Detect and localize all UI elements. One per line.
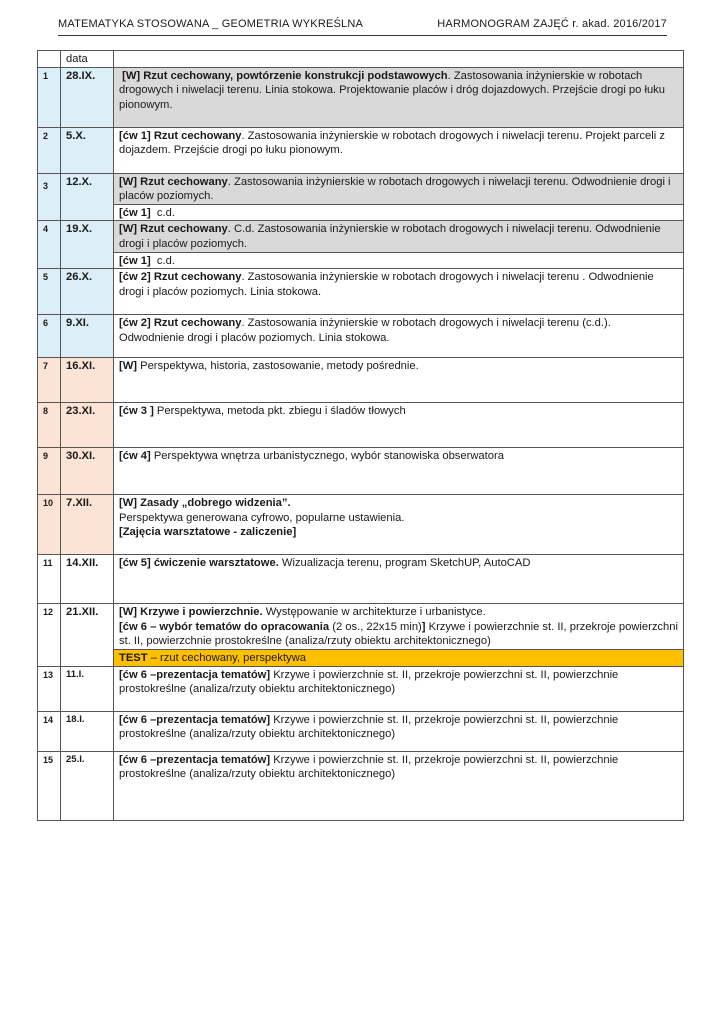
row-topic: [ćw 4] (119, 450, 151, 463)
table-subrow (38, 252, 684, 269)
row-number: 11 (38, 555, 61, 604)
header-num (38, 51, 61, 68)
row-number: 5 (38, 269, 61, 315)
table-row (38, 221, 684, 252)
row-assignment-close: ] (421, 620, 426, 633)
row-subdescription: c.d. (150, 254, 175, 267)
row-description: Perspektywa, historia, zastosowanie, metody pośrednie. (137, 360, 419, 373)
row-number: 1 (38, 67, 61, 127)
row-topic: [W] (119, 360, 138, 373)
course-title: MATEMATYKA STOSOWANA _ GEOMETRIA WYKREŚLNA (58, 18, 364, 30)
page-header (58, 14, 667, 36)
row-topic: [ćw 3 ] (119, 405, 154, 418)
schedule-title: HARMONOGRAM ZAJĘĆ r. akad. 2016/2017 (437, 18, 667, 30)
row-number: 3 (38, 173, 61, 221)
row-subcontent (114, 252, 684, 269)
row-content (114, 269, 684, 315)
table-row (38, 711, 684, 751)
table-row (38, 555, 684, 604)
table-subrow (38, 650, 684, 667)
row-topic: [ćw 2] Rzut cechowany (119, 317, 242, 330)
row-content (114, 173, 684, 204)
row-subtopic: [ćw 1] (119, 254, 151, 267)
row-content (114, 666, 684, 711)
row-assignment: [ćw 6 – wybór tematów do opracowania (119, 620, 330, 633)
row-description: Perspektywa generowana cyfrowo, popularne ustawienia. (119, 511, 405, 524)
row-content (114, 127, 684, 173)
row-description: Wizualizacja terenu, program SketchUP, AutoCAD (278, 557, 531, 570)
row-number: 6 (38, 315, 61, 358)
row-number: 7 (38, 358, 61, 403)
table-row (38, 448, 684, 495)
row-description: Perspektywa, metoda pkt. zbiegu i śladów tłowych (153, 405, 406, 418)
row-subtopic: [ćw 1] (119, 206, 151, 219)
row-topic: [ćw 1] Rzut cechowany (119, 129, 242, 142)
row-number: 13 (38, 666, 61, 711)
row-content (114, 495, 684, 555)
header-date: data (61, 51, 114, 68)
row-date: 12.X. (61, 173, 114, 221)
row-topic: [ćw 6 –prezentacja tematów] (119, 753, 271, 766)
table-row (38, 666, 684, 711)
row-assignment-note: (2 os., 22x15 min) (329, 620, 422, 633)
row-topic: [ćw 6 –prezentacja tematów] (119, 668, 271, 681)
row-number: 4 (38, 221, 61, 269)
test-description: – rzut cechowany, perspektywa (147, 652, 306, 665)
row-content (114, 751, 684, 820)
row-number: 15 (38, 751, 61, 820)
row-date: 18.I. (61, 711, 114, 751)
row-description: Krzywe i powierzchnie st. II, przekroje powierzchni st. II, powierzchnie prostokreślne (analiza/rzuty obiektu architektonicznego) (119, 668, 619, 696)
row-content (114, 358, 684, 403)
schedule-table (37, 50, 684, 821)
row-content (114, 315, 684, 358)
table-row (38, 67, 684, 127)
row-description: Krzywe i powierzchnie st. II, przekroje powierzchni st. II, powierzchnie prostokreślne (analiza/rzuty obiektu architektonicznego) (119, 753, 619, 781)
table-row (38, 173, 684, 204)
row-date: 25.I. (61, 751, 114, 820)
row-description: . Zastosowania inżynierskie w robotach drogowych i niwelacji terenu. Linia stokowa. Projektowanie placów i dróg dojazdowych. Przejście drogi po łuku pionowym. (119, 69, 665, 111)
row-date: 11.I. (61, 666, 114, 711)
row-description: . Zastosowania inżynierskie w robotach drogowych i niwelacji terenu . Odwodnienie drogi i placów poziomych. Linia stokowa. (119, 271, 654, 298)
row-date: 16.XI. (61, 358, 114, 403)
table-header-row (38, 51, 684, 68)
table-row (38, 127, 684, 173)
row-date: 5.X. (61, 127, 114, 173)
header-rule (58, 35, 667, 36)
row-topic: [W] Rzut cechowany, powtórzenie konstrukcji podstawowych (122, 69, 448, 82)
table-row (38, 358, 684, 403)
row-subcontent (114, 204, 684, 221)
row-content (114, 604, 684, 650)
row-workshop: [Zajęcia warsztatowe - zaliczenie] (119, 526, 297, 539)
row-content (114, 711, 684, 751)
row-content (114, 221, 684, 252)
row-date: 23.XI. (61, 403, 114, 448)
row-content (114, 403, 684, 448)
row-number: 14 (38, 711, 61, 751)
row-description: . Zastosowania inżynierskie w robotach drogowych i niwelacji terenu (c.d.). Odwodnienie drogi i placów poziomych. Linia stokowa. (119, 317, 611, 344)
row-description: . Zastosowania inżynierskie w robotach drogowych i niwelacji terenu. Odwodnienie drogi i placów poziomych. (119, 175, 671, 203)
row-subdescription: c.d. (150, 206, 175, 219)
table-row (38, 604, 684, 650)
row-number: 2 (38, 127, 61, 173)
table-row (38, 269, 684, 315)
row-number: 10 (38, 495, 61, 555)
row-number: 8 (38, 403, 61, 448)
row-number: 9 (38, 448, 61, 495)
row-date: 28.IX. (61, 67, 114, 127)
row-date: 21.XII. (61, 604, 114, 667)
row-topic: [ćw 5] ćwiczenie warsztatowe. (119, 557, 279, 570)
row-date: 30.XI. (61, 448, 114, 495)
row-topic: [W] Rzut cechowany (119, 223, 228, 236)
row-description: Krzywe i powierzchnie st. II, przekroje powierzchni st. II, powierzchnie prostokreślne (analiza/rzuty obiektu architektonicznego) (119, 713, 619, 741)
table-row (38, 315, 684, 358)
row-topic: [ćw 6 –prezentacja tematów] (119, 713, 271, 726)
row-date: 26.X. (61, 269, 114, 315)
row-topic: [W] Zasady „dobrego widzenia”. (119, 497, 291, 510)
row-date: 19.X. (61, 221, 114, 269)
row-assignment-description: Krzywe i powierzchnie st. II, przekroje powierzchni st. II, powierzchnie prostokreślne (analiza/rzuty obiektu architektonicznego) (119, 620, 678, 648)
row-date: 9.XI. (61, 315, 114, 358)
row-number: 12 (38, 604, 61, 667)
row-date: 7.XII. (61, 495, 114, 555)
row-content (114, 67, 684, 127)
row-description: . C.d. Zastosowania inżynierskie w robotach drogowych i niwelacji terenu. Odwodnienie drogi i placów poziomych. (119, 223, 661, 250)
test-label: TEST (119, 652, 148, 665)
row-content (114, 448, 684, 495)
row-topic: [W] Krzywe i powierzchnie. (119, 606, 263, 619)
row-content (114, 555, 684, 604)
test-cell (114, 650, 684, 667)
row-description: Perspektywa wnętrza urbanistycznego, wybór stanowiska obserwatora (150, 450, 504, 463)
header-content (114, 51, 684, 68)
row-description: Występowanie w architekturze i urbanistyce. (262, 606, 486, 619)
row-description: . Zastosowania inżynierskie w robotach drogowych i niwelacji terenu. Projekt parceli z dojazdem. Przejście drogi po łuku pionowym. (119, 129, 665, 157)
table-subrow (38, 204, 684, 221)
row-topic: [W] Rzut cechowany (119, 175, 228, 188)
table-row (38, 751, 684, 820)
row-topic: [ćw 2] Rzut cechowany (119, 271, 242, 284)
row-date: 14.XII. (61, 555, 114, 604)
table-row (38, 495, 684, 555)
table-row (38, 403, 684, 448)
